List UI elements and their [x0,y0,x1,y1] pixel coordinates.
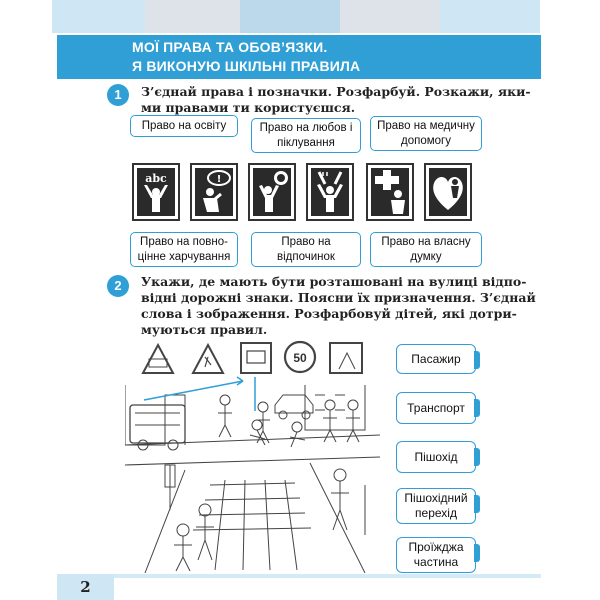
street-scene-illustration [125,335,380,573]
term-box-crosswalk[interactable] [396,488,476,524]
term-label: Транспорт [407,400,465,415]
right-box-own-opinion[interactable]: Право на власну думку [370,232,482,267]
heart-hug-icon[interactable] [424,163,472,221]
task2-text-line: Укажи, де мають бути розташовані на вулиці відпо- [141,274,527,289]
page-number: 2 [57,574,114,600]
svg-text:!: ! [216,174,222,185]
lesson-header [57,35,541,79]
abc-label: abc [145,172,167,185]
decor-bar [240,0,340,33]
task2-text-line: відні дорожні знаки. Поясни їх призначення. З’єднай [141,290,536,305]
decor-bar [340,0,440,33]
ball-play-icon[interactable] [248,163,296,221]
page-footer-bar [57,574,541,578]
speed-limit-label: 50 [293,351,307,365]
term-box-pedestrian[interactable] [396,441,476,473]
heart-hug-icon-graphic [429,168,467,216]
term-tab [474,544,480,562]
term-box-passenger[interactable] [396,344,476,374]
term-label: Пішохідний перехід [404,491,468,520]
term-tab [474,351,480,369]
medical-cross-icon[interactable] [366,163,414,221]
fork-knife-icon[interactable] [306,163,354,221]
task2-instructions [141,274,546,338]
lesson-title-line2: Я ВИКОНУЮ ШКІЛЬНІ ПРАВИЛА [132,58,361,74]
abc-book-icon-graphic [137,168,175,216]
abc-book-icon[interactable] [132,163,180,221]
right-box-rest[interactable]: Право на відпочинок [251,232,361,267]
right-box-education[interactable]: Право на освіту [130,115,238,137]
lesson-title-line1: МОЇ ПРАВА ТА ОБОВ’ЯЗКИ. [132,39,328,55]
task1-text-line: ми правами ти користуєшся. [141,100,356,115]
right-box-medical-help[interactable]: Право на медичну допомогу [370,116,482,151]
decor-bar [440,0,540,33]
task-number-2: 2 [107,275,129,297]
term-tab [474,495,480,513]
term-tab [474,448,480,466]
speech-idea-icon-graphic [195,168,233,216]
medical-cross-icon-graphic [371,168,409,216]
right-box-love-care[interactable]: Право на любов і піклування [251,118,361,153]
ball-play-icon-graphic [253,168,291,216]
term-box-roadway[interactable] [396,537,476,573]
task-number-1: 1 [107,84,129,106]
term-label: Проїжджа частина [408,540,464,569]
top-decor-bars [0,0,600,33]
task1-text-line: З’єднай права і позначки. Розфарбуй. Розкажи, яки- [141,84,531,99]
term-label: Пасажир [411,351,461,366]
task2-text-line: муються правил. [141,322,268,337]
right-box-nutrition[interactable]: Право на повно-цінне харчування [130,232,238,267]
decor-bar [52,0,145,33]
term-label: Пішохід [414,449,458,464]
term-tab [474,399,480,417]
task1-instructions [141,84,541,116]
speech-idea-icon[interactable] [190,163,238,221]
decor-bar [145,0,240,33]
term-box-transport[interactable] [396,392,476,424]
task2-text-line: слова і зображення. Розфарбовуй дітей, які дотри- [141,306,517,321]
fork-knife-icon-graphic [311,168,349,216]
